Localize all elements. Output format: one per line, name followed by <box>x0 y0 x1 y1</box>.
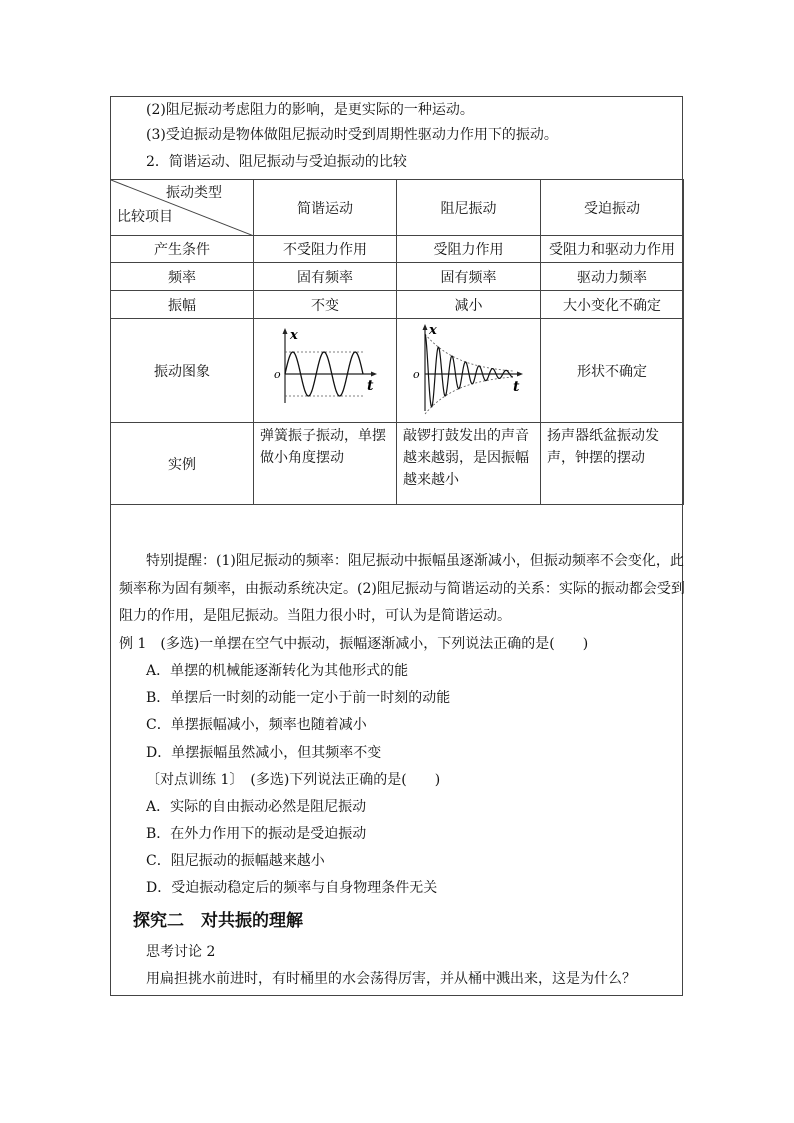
intro-line-3: (3)受迫振动是物体做阻尼振动时受到周期性驱动力作用下的振动。 <box>146 127 558 143</box>
discussion-question: 用扁担挑水前进时，有时桶里的水会荡得厉害，并从桶中溅出来，这是为什么？ <box>146 971 636 987</box>
table-cell: 不受阻力作用 <box>254 236 397 263</box>
table-cell: 减小 <box>397 291 541 319</box>
table-cell: 固有频率 <box>254 263 397 291</box>
option-item: A．单摆的机械能逐渐转化为其他形式的能 <box>146 663 409 679</box>
header-cell: 阻尼振动 <box>397 180 541 236</box>
shm-graph-cell <box>254 319 397 423</box>
corner-label-type: 振动类型 <box>166 185 222 201</box>
note-line-1: 特别提醒：(1)阻尼振动的频率：阻尼振动中振幅虽逐渐减小，但振动频率不会变化，此 <box>146 553 684 569</box>
option-item: D．受迫振动稳定后的频率与自身物理条件无关 <box>146 880 438 896</box>
table-row <box>111 236 684 263</box>
row-label: 振动图象 <box>111 319 254 423</box>
comparison-title: 2．简谐运动、阻尼振动与受迫振动的比较 <box>146 154 407 170</box>
origin-label: o <box>274 367 281 381</box>
training-question: 〔对点训练 1〕 (多选)下列说法正确的是( ) <box>146 772 441 788</box>
table-row <box>111 423 684 505</box>
option-item: A．实际的自由振动必然是阻尼振动 <box>146 799 367 815</box>
table-cell: 受阻力作用 <box>397 236 541 263</box>
table-cell: 扬声器纸盆振动发声，钟摆的摆动 <box>541 423 684 505</box>
table-header-row <box>111 180 684 236</box>
option-item: C．单摆振幅减小，频率也随着减小 <box>146 717 367 733</box>
axis-label-t: t <box>367 377 374 394</box>
shm-graph <box>265 325 385 413</box>
corner-label-item: 比较项目 <box>117 209 173 225</box>
table-cell: 驱动力频率 <box>541 263 684 291</box>
row-label: 频率 <box>111 263 254 291</box>
header-cell: 受迫振动 <box>541 180 684 236</box>
table-corner-cell <box>111 180 254 236</box>
option-item: B．单摆后一时刻的动能一定小于前一时刻的动能 <box>146 690 451 706</box>
axis-label-t: t <box>512 378 519 395</box>
table-cell: 不变 <box>254 291 397 319</box>
row-label: 振幅 <box>111 291 254 319</box>
note-line-3: 阻力的作用，是阻尼振动。当阻力很小时，可认为是简谐运动。 <box>119 608 511 624</box>
option-item: C．阻尼振动的振幅越来越小 <box>146 853 325 869</box>
header-cell: 简谐运动 <box>254 180 397 236</box>
table-cell: 大小变化不确定 <box>541 291 684 319</box>
table-cell: 形状不确定 <box>541 319 684 423</box>
table-cell: 弹簧振子振动，单摆做小角度摆动 <box>254 423 397 505</box>
table-row <box>111 291 684 319</box>
damped-graph <box>407 321 531 417</box>
table-cell: 敲锣打鼓发出的声音越来越弱，是因振幅越来越小 <box>397 423 541 505</box>
damped-graph-cell <box>397 319 541 423</box>
comparison-table <box>110 179 684 505</box>
table-cell: 受阻力和驱动力作用 <box>541 236 684 263</box>
row-label: 实例 <box>111 423 254 505</box>
example-question: 例 1 (多选)一单摆在空气中振动，振幅逐渐减小，下列说法正确的是( ) <box>119 636 589 652</box>
option-item: B．在外力作用下的振动是受迫振动 <box>146 826 367 842</box>
note-line-2: 频率称为固有频率，由振动系统决定。(2)阻尼振动与简谐运动的关系：实际的振动都会受到 <box>119 581 685 597</box>
section-heading: 探究二 对共振的理解 <box>133 911 303 931</box>
table-row <box>111 263 684 291</box>
table-row <box>111 319 684 423</box>
row-label: 产生条件 <box>111 236 254 263</box>
axis-label-x: x <box>428 322 437 338</box>
table-cell: 固有频率 <box>397 263 541 291</box>
section-subheading: 思考讨论 2 <box>146 944 216 960</box>
axis-label-x: x <box>290 327 298 343</box>
option-item: D．单摆振幅虽然减小，但其频率不变 <box>146 745 382 761</box>
origin-label: o <box>412 367 420 381</box>
intro-line-2: (2)阻尼振动考虑阻力的影响，是更实际的一种运动。 <box>146 102 474 118</box>
